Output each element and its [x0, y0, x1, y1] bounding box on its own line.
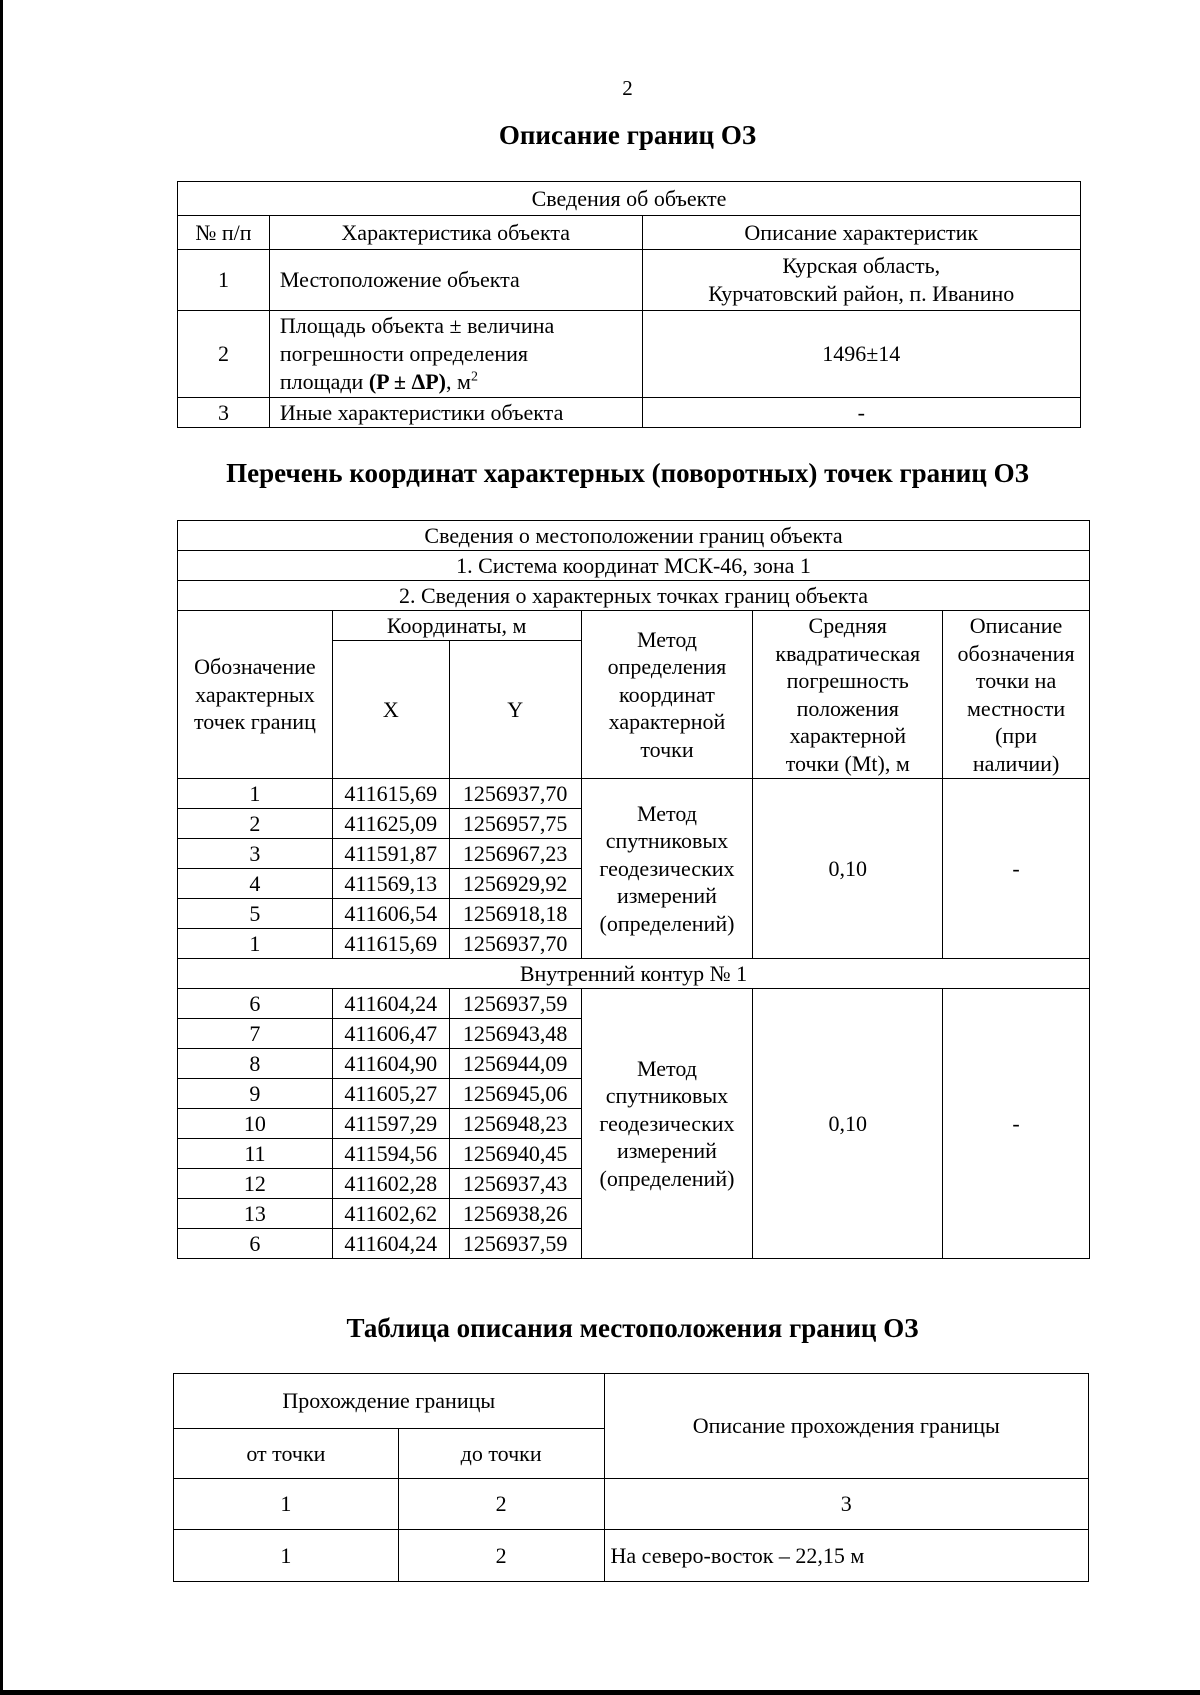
passage-description: На северо-восток – 22,15 м [604, 1530, 1088, 1582]
point-id: 9 [178, 1079, 333, 1109]
point-y: 1256948,23 [449, 1109, 581, 1139]
method-line: Метод [637, 1055, 697, 1081]
point-x: 411606,54 [332, 899, 449, 929]
inner-point-description: - [943, 989, 1090, 1259]
point-id: 7 [178, 1019, 333, 1049]
header-line: точек границ [193, 709, 316, 735]
point-id: 1 [178, 929, 333, 959]
column-index: 3 [604, 1479, 1088, 1530]
column-index: 1 [174, 1479, 399, 1530]
area-unit-superscript: 2 [470, 369, 478, 385]
scan-edge-bottom [0, 1690, 1200, 1695]
row-num: 3 [178, 398, 270, 428]
point-x: 411594,56 [332, 1139, 449, 1169]
coordinate-system: 1. Система координат МСК-46, зона 1 [178, 551, 1090, 581]
scan-edge-left [0, 0, 3, 1695]
point-id: 2 [178, 809, 333, 839]
row-description: - [642, 398, 1080, 428]
header-passage-description: Описание прохождения границы [604, 1374, 1088, 1479]
location-line: Курская область, [782, 253, 941, 278]
header-line: положения [796, 695, 899, 721]
point-id: 11 [178, 1139, 333, 1169]
header-line: точки на [975, 668, 1057, 693]
coords-table-title: Сведения о местоположении границ объекта [178, 521, 1090, 551]
header-num: № п/п [178, 216, 270, 250]
point-id: 1 [178, 779, 333, 809]
point-y: 1256937,43 [449, 1169, 581, 1199]
point-id: 6 [178, 989, 333, 1019]
header-characteristic: Характеристика объекта [269, 216, 642, 250]
point-id: 13 [178, 1199, 333, 1229]
header-line: (при [995, 723, 1037, 748]
section1-title: Описание границ ОЗ [498, 120, 757, 150]
outer-error: 0,10 [753, 779, 943, 959]
area-label-prefix: площади [279, 369, 369, 394]
coordinates-table [177, 520, 1090, 1259]
boundary-description-table [173, 1373, 1089, 1582]
object-info-table-title: Сведения об объекте [178, 182, 1081, 216]
point-y: 1256937,59 [449, 1229, 581, 1259]
header-coordinates: Координаты, м [332, 611, 581, 641]
point-y: 1256937,70 [449, 929, 581, 959]
point-id: 4 [178, 869, 333, 899]
point-id: 5 [178, 899, 333, 929]
row-characteristic [269, 311, 642, 398]
column-index: 2 [398, 1479, 604, 1530]
characteristic-points-title: 2. Сведения о характерных точках границ объекта [178, 581, 1090, 611]
header-line: Средняя [808, 613, 887, 638]
inner-error: 0,10 [753, 989, 943, 1259]
header-line: квадратическая [775, 640, 921, 666]
header-line: характерных [195, 681, 315, 707]
area-label-line: Площадь объекта ± величина [279, 313, 555, 338]
point-y: 1256937,70 [449, 779, 581, 809]
inner-contour-title: Внутренний контур № 1 [178, 959, 1090, 989]
header-designation [178, 611, 333, 779]
header-from-point: от точки [174, 1429, 399, 1479]
row-description: 1496±14 [642, 311, 1080, 398]
method-line: геодезических [599, 1110, 735, 1136]
point-y: 1256967,23 [449, 839, 581, 869]
location-line: Курчатовский район, п. Иванино [708, 281, 1015, 306]
section3-title: Таблица описания местоположения границ ОЗ [346, 1313, 919, 1343]
header-x: X [332, 641, 449, 779]
object-info-table [177, 181, 1081, 428]
method-line: спутниковых [605, 1083, 729, 1109]
point-y: 1256937,59 [449, 989, 581, 1019]
header-to-point: до точки [398, 1429, 604, 1479]
point-y: 1256929,92 [449, 869, 581, 899]
header-line: характерной [789, 723, 907, 748]
row-characteristic: Местоположение объекта [269, 250, 642, 311]
to-point: 2 [398, 1530, 604, 1582]
header-description: Описание характеристик [642, 216, 1080, 250]
page-number: 2 [622, 76, 633, 100]
row-num: 2 [178, 311, 270, 398]
row-description [642, 250, 1080, 311]
point-y: 1256940,45 [449, 1139, 581, 1169]
method-line: (определений) [599, 910, 735, 936]
point-x: 411602,28 [332, 1169, 449, 1199]
point-y: 1256918,18 [449, 899, 581, 929]
point-x: 411604,90 [332, 1049, 449, 1079]
point-y: 1256938,26 [449, 1199, 581, 1229]
method-line: измерений [616, 1138, 717, 1164]
point-x: 411605,27 [332, 1079, 449, 1109]
point-id: 6 [178, 1229, 333, 1259]
header-line: координат [619, 681, 715, 707]
header-point-description [943, 611, 1090, 779]
area-formula: (P ± ΔP) [368, 369, 447, 394]
from-point: 1 [174, 1530, 399, 1582]
inner-method [581, 989, 753, 1259]
point-x: 411615,69 [332, 929, 449, 959]
point-x: 411625,09 [332, 809, 449, 839]
point-y: 1256957,75 [449, 809, 581, 839]
method-line: измерений [616, 883, 717, 909]
point-x: 411602,62 [332, 1199, 449, 1229]
header-y: Y [449, 641, 581, 779]
area-unit: , м [446, 369, 471, 394]
method-line: (определений) [599, 1165, 735, 1191]
header-error [753, 611, 943, 779]
outer-point-description: - [943, 779, 1090, 959]
area-label-line: погрешности определения [279, 341, 528, 366]
outer-method [581, 779, 753, 959]
header-line: характерной [608, 709, 726, 735]
point-x: 411606,47 [332, 1019, 449, 1049]
method-line: Метод [637, 800, 697, 826]
point-x: 411615,69 [332, 779, 449, 809]
point-x: 411569,13 [332, 869, 449, 899]
point-id: 3 [178, 839, 333, 869]
point-x: 411604,24 [332, 1229, 449, 1259]
point-x: 411604,24 [332, 989, 449, 1019]
method-line: спутниковых [605, 828, 729, 854]
header-boundary-passage: Прохождение границы [174, 1374, 605, 1429]
point-id: 8 [178, 1049, 333, 1079]
point-x: 411597,29 [332, 1109, 449, 1139]
header-line: местности [967, 695, 1066, 721]
header-line: точки [640, 736, 694, 762]
header-line: Описание [969, 613, 1063, 638]
point-y: 1256943,48 [449, 1019, 581, 1049]
header-line: наличии) [972, 750, 1060, 776]
row-characteristic: Иные характеристики объекта [269, 398, 642, 428]
area-label-line [280, 368, 636, 396]
header-line: погрешность [786, 668, 909, 693]
header-method [581, 611, 753, 779]
header-line: определения [607, 654, 727, 680]
method-line: геодезических [599, 855, 735, 881]
point-y: 1256944,09 [449, 1049, 581, 1079]
point-x: 411591,87 [332, 839, 449, 869]
point-y: 1256945,06 [449, 1079, 581, 1109]
point-id: 10 [178, 1109, 333, 1139]
row-num: 1 [178, 250, 270, 311]
header-line: Метод [637, 626, 697, 652]
point-id: 12 [178, 1169, 333, 1199]
section2-title: Перечень координат характерных (поворотных) точек границ ОЗ [226, 458, 1029, 488]
header-line: точки (Mt), м [785, 750, 910, 776]
header-line: обозначения [957, 640, 1075, 666]
header-line: Обозначение [194, 654, 316, 680]
